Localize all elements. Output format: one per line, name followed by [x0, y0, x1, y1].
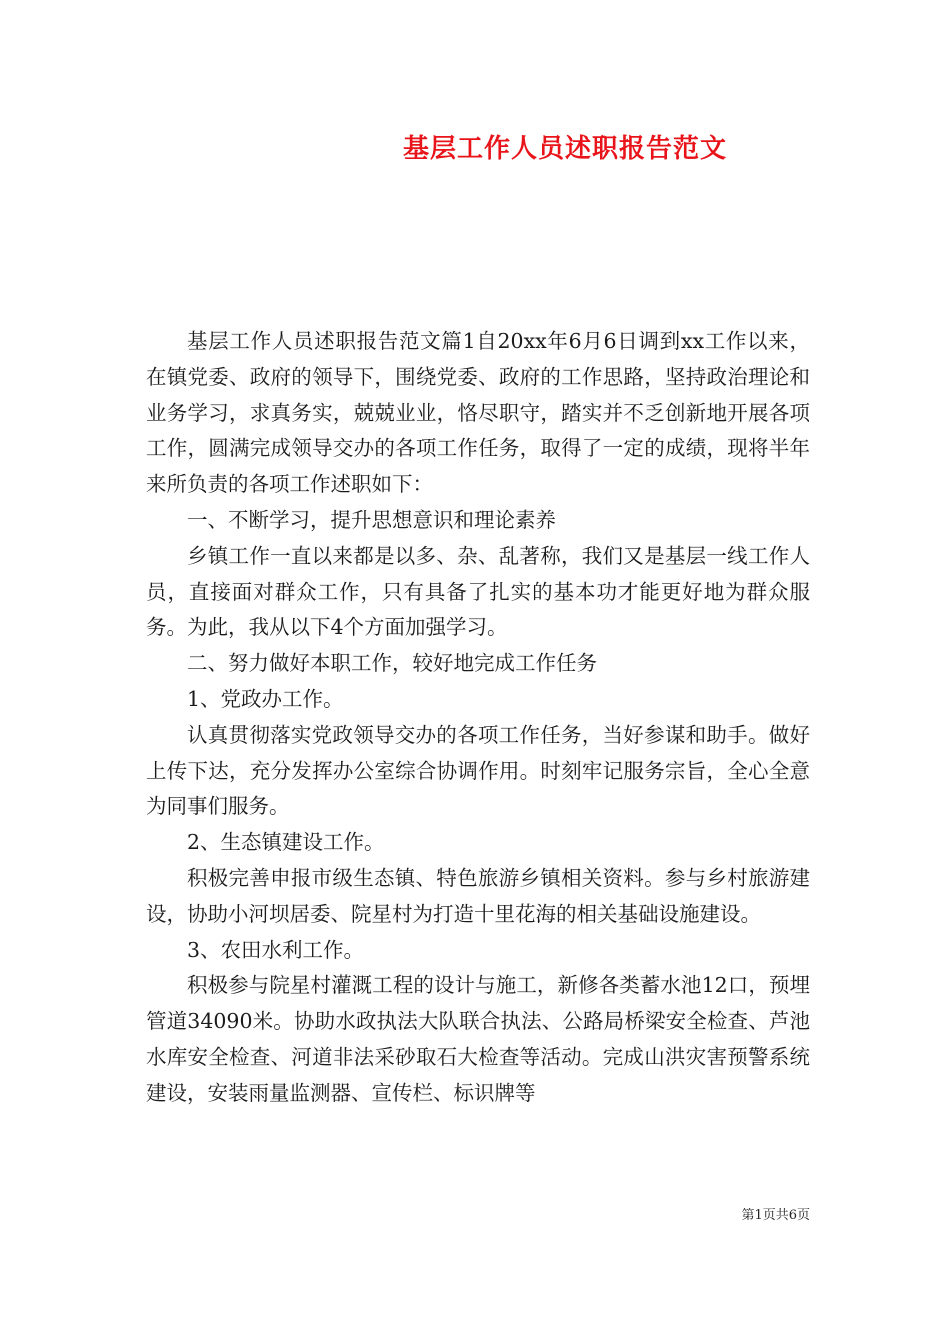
- section-heading-1: 一、不断学习，提升思想意识和理论素养: [187, 507, 556, 532]
- page-number: 第1页共6页: [741, 1208, 810, 1223]
- subheading-party-office: 1、党政办工作。: [187, 686, 344, 711]
- section-heading-2: 二、努力做好本职工作，较好地完成工作任务: [187, 651, 597, 676]
- paragraph-party-office: 认真贯彻落实党政领导交办的各项工作任务，当好参谋和助手。做好上传下达，充分发挥办公室综合协调作用。时刻牢记服务宗旨，全心全意为同事们服务。: [146, 722, 810, 819]
- subheading-eco-town: 2、生态镇建设工作。: [187, 830, 385, 855]
- paragraph-eco-town: 积极完善申报市级生态镇、特色旅游乡镇相关资料。参与乡村旅游建设，协助小河坝居委、院星村为打造十里花海的相关基础设施建设。: [146, 865, 810, 926]
- document-title: 基层工作人员述职报告范文: [402, 134, 727, 164]
- paragraph-intro: 基层工作人员述职报告范文篇1自20xx年6月6日调到xx工作以来，在镇党委、政府的领导下，围绕党委、政府的工作思路，坚持政治理论和业务学习，求真务实，兢兢业业，恪尽职守，踏实并不乏创新地开展各项工作，圆满完成领导交办的各项工作任务，取得了一定的成绩，现将半年来所负责的各项工作述职如下：: [146, 329, 810, 497]
- subheading-water: 3、农田水利工作。: [187, 937, 365, 962]
- document-body: [146, 324, 810, 1112]
- paragraph-study: 乡镇工作一直以来都是以多、杂、乱著称，我们又是基层一线工作人员，直接面对群众工作，只有具备了扎实的基本功才能更好地为群众服务。为此，我从以下4个方面加强学习。: [146, 543, 810, 640]
- paragraph-water: 积极参与院星村灌溉工程的设计与施工，新修各类蓄水池12口，预埋管道34090米。协助水政执法大队联合执法、公路局桥梁安全检查、芦池水库安全检查、河道非法采砂取石大检查等活动。完成山洪灾害预警系统建设，安装雨量监测器、宣传栏、标识牌等: [146, 973, 810, 1105]
